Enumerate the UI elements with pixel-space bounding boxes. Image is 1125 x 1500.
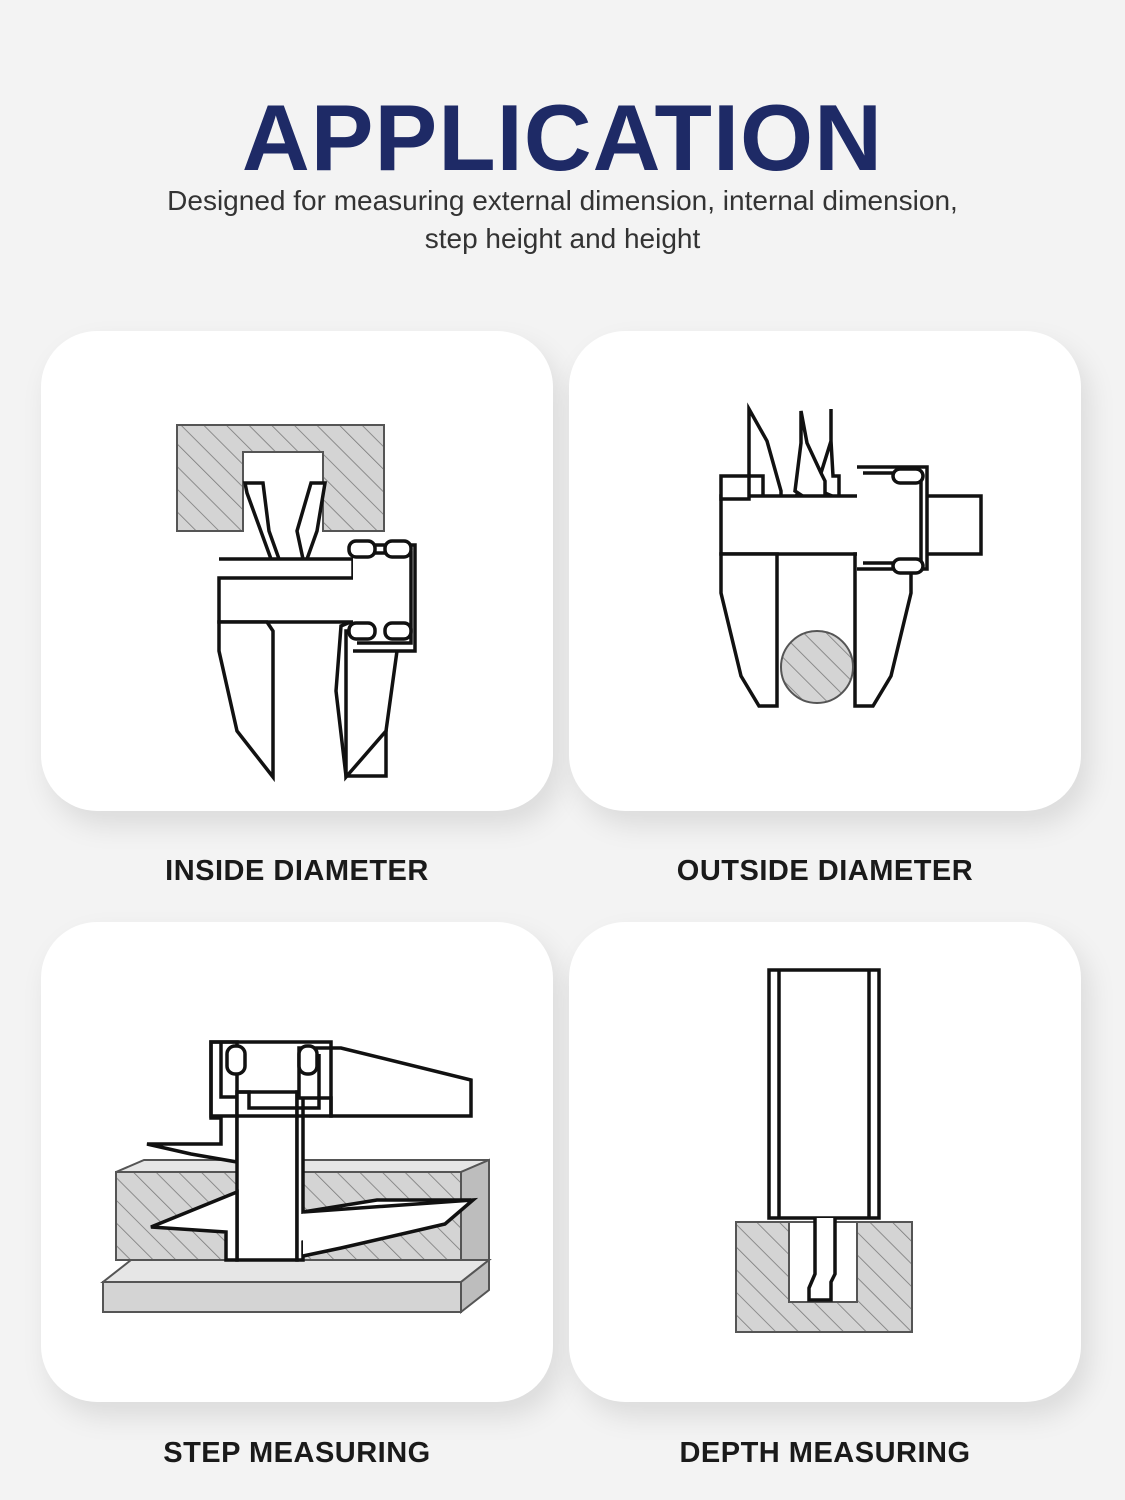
label-inside-diameter: INSIDE DIAMETER (165, 855, 429, 887)
label-step-measuring: STEP MEASURING (163, 1437, 431, 1469)
inside-diameter-caliper-icon (41, 331, 553, 811)
page-subtitle (0, 182, 1125, 258)
page-title: APPLICATION (241, 85, 884, 190)
step-measuring-caliper-icon (41, 922, 553, 1402)
label-depth-measuring: DEPTH MEASURING (679, 1437, 971, 1469)
card-inside-diameter (41, 331, 553, 811)
card-step-measuring (41, 922, 553, 1402)
card-outside-diameter (569, 331, 1081, 811)
label-outside-diameter: OUTSIDE DIAMETER (676, 855, 974, 887)
card-depth-measuring (569, 922, 1081, 1402)
subtitle-line-1: Designed for measuring external dimension, internal dimension, (167, 185, 958, 216)
outside-diameter-caliper-icon (569, 331, 1081, 811)
depth-measuring-caliper-icon (569, 922, 1081, 1402)
subtitle-line-2: step height and height (424, 223, 701, 254)
